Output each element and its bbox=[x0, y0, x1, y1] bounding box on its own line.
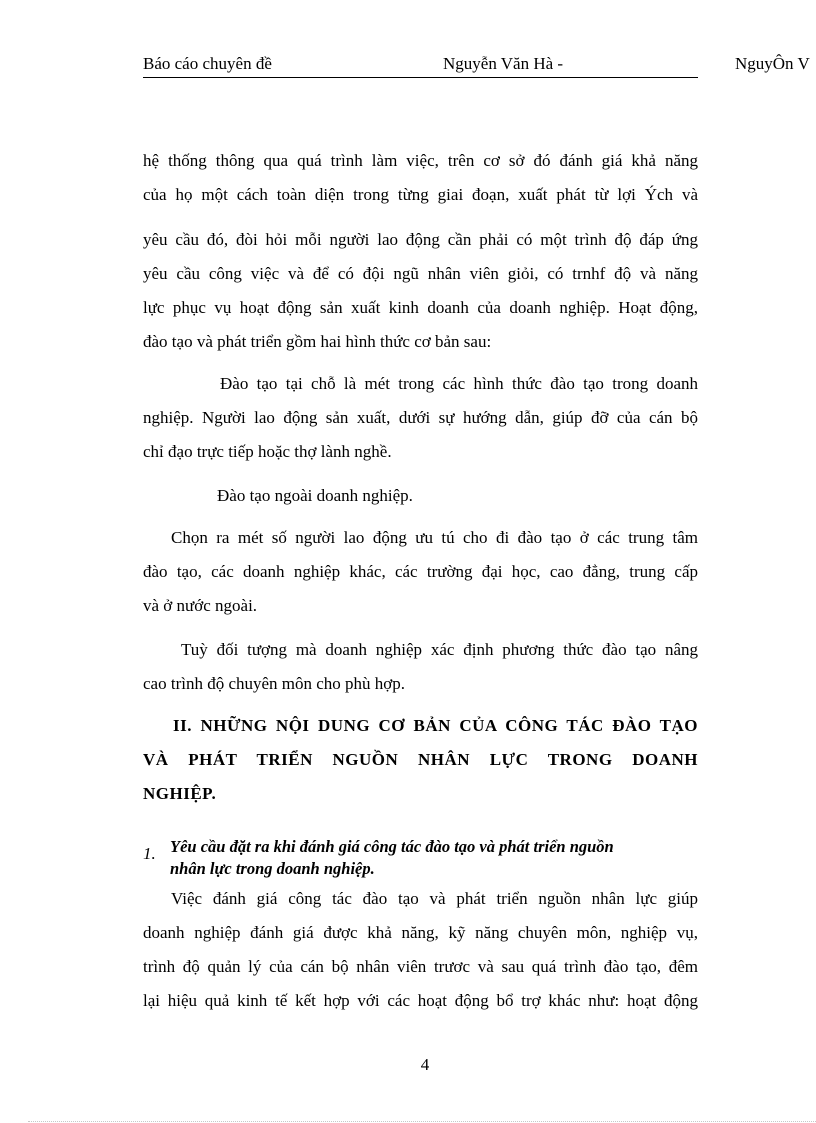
body-line: của họ một cách toàn diện trong từng giai đoạn, xuất phát từ lợi Ých và bbox=[143, 185, 698, 204]
body-line: Chọn ra mét số người lao động ưu tú cho đi đào tạo ở các trung tâm bbox=[171, 528, 698, 547]
body-line: cao trình độ chuyên môn cho phù hợp. bbox=[143, 674, 406, 693]
body-line: Đào tạo ngoài doanh nghiệp. bbox=[217, 486, 413, 505]
body-line: lực phục vụ hoạt động sản xuất kinh doanh của doanh nghiệp. Hoạt động, bbox=[143, 298, 698, 317]
body-line: đào tạo, các doanh nghiệp khác, các trường đại học, cao đẳng, trung cấp bbox=[143, 562, 698, 581]
page-number: 4 bbox=[420, 1055, 430, 1074]
subsection-number: 1. bbox=[143, 844, 156, 863]
body-line: trình độ quản lý của cán bộ nhân viên trươc và sau quá trình đào tạo, đêm bbox=[143, 957, 698, 976]
body-line: yêu cầu công việc và để có đội ngũ nhân viên giỏi, có trnhf độ và năng bbox=[143, 264, 698, 283]
section-heading-line: NGHIỆP. bbox=[143, 784, 217, 803]
header-report-title: Báo cáo chuyên đề bbox=[143, 54, 272, 73]
header-overflow-text: NguyÔn V bbox=[735, 54, 810, 73]
body-line: đào tạo và phát triển gồm hai hình thức cơ bản sau: bbox=[143, 332, 492, 351]
subsection-title-line: nhân lực trong doanh nghiệp. bbox=[170, 859, 375, 878]
header-author: Nguyễn Văn Hà - bbox=[443, 54, 564, 73]
body-line: Tuỳ đối tượng mà doanh nghiệp xác định phương thức đào tạo nâng bbox=[181, 640, 698, 659]
body-line: Đào tạo tại chỗ là mét trong các hình thức đào tạo trong doanh bbox=[220, 374, 698, 393]
body-line: doanh nghiệp đánh giá được khả năng, kỹ năng chuyên môn, nghiệp vụ, bbox=[143, 923, 698, 942]
body-line: hệ thống thông qua quá trình làm việc, trên cơ sở đó đánh giá khả năng bbox=[143, 151, 698, 170]
section-heading-line: VÀ PHÁT TRIỂN NGUỒN NHÂN LỰC TRONG DOANH bbox=[143, 750, 698, 769]
page-bottom-border bbox=[28, 1121, 816, 1122]
body-line: yêu cầu đó, đòi hỏi mỗi người lao động cần phải có một trình độ đáp ứng bbox=[143, 230, 698, 249]
body-line: nghiệp. Người lao động sản xuất, dưới sự hướng dẫn, giúp đỡ của cán bộ bbox=[143, 408, 698, 427]
body-line: chỉ đạo trực tiếp hoặc thợ lành nghề. bbox=[143, 442, 392, 461]
body-line: và ở nước ngoài. bbox=[143, 596, 258, 615]
header-divider bbox=[143, 77, 698, 78]
section-heading-line: II. NHỮNG NỘI DUNG CƠ BẢN CỦA CÔNG TÁC ĐÀO TẠO bbox=[173, 716, 698, 735]
body-line: Việc đánh giá công tác đào tạo và phát triển nguồn nhân lực giúp bbox=[171, 889, 698, 908]
subsection-title-line: Yêu cầu đặt ra khi đánh giá công tác đào tạo và phát triển nguồn bbox=[170, 837, 614, 856]
body-line: lại hiệu quả kinh tế kết hợp với các hoạt động bổ trợ khác như: hoạt động bbox=[143, 991, 698, 1010]
